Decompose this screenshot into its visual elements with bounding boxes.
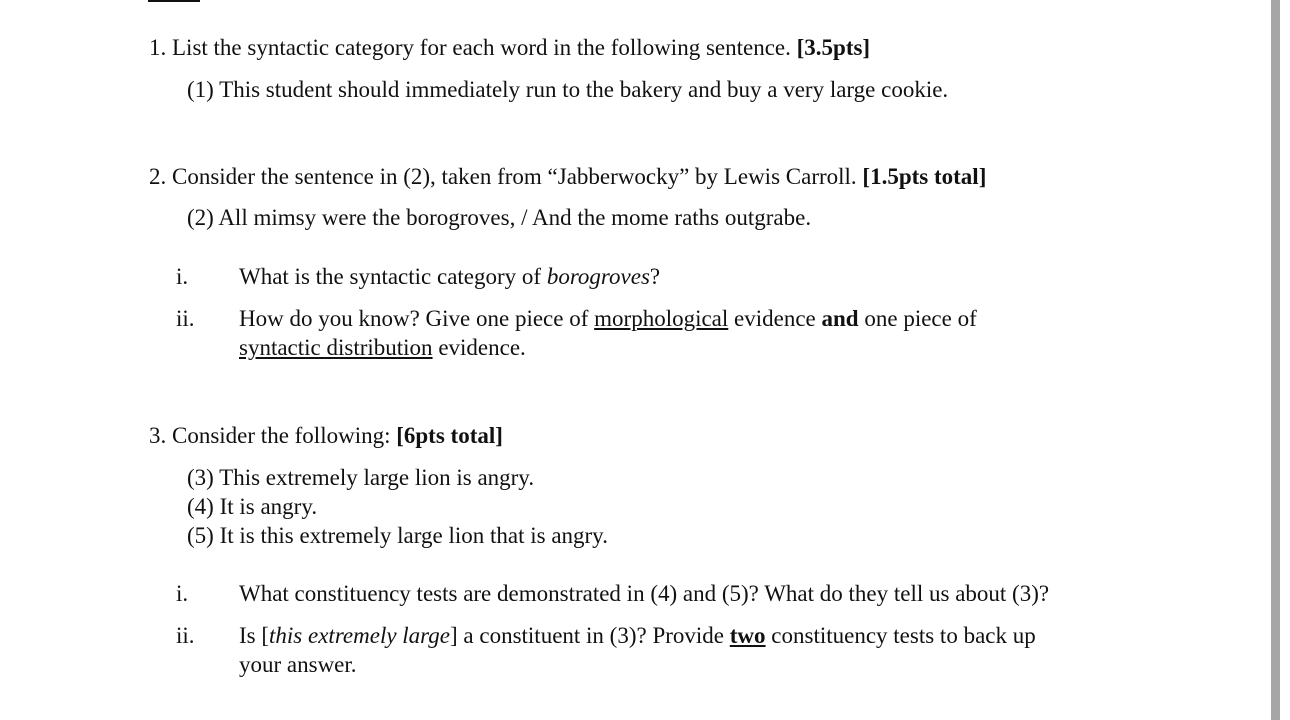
example-1-label: (1) xyxy=(187,77,214,102)
q3-item-2-text-line1 xyxy=(239,622,1036,650)
q3-item-1-text: What constituency tests are demonstrated in (4) and (5)? What do they tell us about (3)? xyxy=(239,581,1050,606)
q2-item-2-underline-morphological: morphological xyxy=(594,306,729,331)
q3-item-2-text-line2: your answer. xyxy=(239,652,357,677)
q3-item-2-post: constituency tests to back up xyxy=(771,623,1036,648)
q2-item-1-text xyxy=(239,263,660,291)
example-5-sentence: It is this extremely large lion that is angry. xyxy=(219,523,608,548)
q2-item-1-post: ? xyxy=(649,264,661,289)
q3-item-2-mid: ] a constituent in (3)? Provide xyxy=(450,623,725,648)
q2-item-1-italic: borogroves xyxy=(546,264,650,289)
question-2-prompt xyxy=(149,163,986,191)
q2-item-2-post: evidence. xyxy=(438,335,526,360)
q3-item-2-bold-underline-two: two xyxy=(729,623,766,648)
question-2-text: Consider the sentence in (2), taken from “Jabberwocky” by Lewis Carroll. xyxy=(172,164,857,189)
q2-item-1-pre: What is the syntactic category of xyxy=(239,264,542,289)
q3-item-2-pre: Is [ xyxy=(239,623,270,648)
example-2 xyxy=(187,204,811,232)
q2-item-2-bold-and: and xyxy=(821,306,859,331)
example-1-sentence: This student should immediately run to the bakery and buy a very large cookie. xyxy=(219,77,949,102)
q2-item-2-mid2: one piece of xyxy=(864,306,977,331)
q2-item-2-underline-syntactic: syntactic distribution xyxy=(239,335,433,360)
question-1-text: List the syntactic category for each word in the following sentence. xyxy=(172,35,791,60)
question-2-number: 2. xyxy=(149,164,167,189)
question-1-number: 1. xyxy=(149,35,167,60)
question-2-points: [1.5pts total] xyxy=(862,164,987,189)
question-3-prompt xyxy=(149,422,503,450)
example-4 xyxy=(187,493,317,521)
example-3-label: (3) xyxy=(187,465,214,490)
cropped-header-underline xyxy=(148,0,200,2)
q2-item-2-pre: How do you know? Give one piece of xyxy=(239,306,589,331)
question-3-number: 3. xyxy=(149,423,167,448)
example-3 xyxy=(187,464,534,492)
example-4-sentence: It is angry. xyxy=(219,494,318,519)
q2-item-2-number: ii. xyxy=(176,306,195,331)
example-1 xyxy=(187,76,948,104)
q3-item-2-italic: this extremely large xyxy=(269,623,450,648)
example-5 xyxy=(187,522,608,550)
example-4-label: (4) xyxy=(187,494,214,519)
example-3-sentence: This extremely large lion is angry. xyxy=(219,465,535,490)
question-1-points: [3.5pts] xyxy=(796,35,871,60)
question-3-text: Consider the following: xyxy=(172,423,391,448)
q2-item-2-text-line1 xyxy=(239,305,977,333)
q2-item-2-text-line2 xyxy=(239,334,526,362)
q3-item-1-number: i. xyxy=(176,581,189,606)
q3-item-2-number: ii. xyxy=(176,623,195,648)
example-5-label: (5) xyxy=(187,523,214,548)
q2-item-1-number: i. xyxy=(176,264,189,289)
vertical-scrollbar[interactable] xyxy=(1271,0,1280,720)
q2-item-2-mid1: evidence xyxy=(734,306,816,331)
example-2-label: (2) xyxy=(187,205,214,230)
example-2-sentence: All mimsy were the borogroves, / And the mome raths outgrabe. xyxy=(218,205,812,230)
question-3-points: [6pts total] xyxy=(396,423,503,448)
question-1-prompt xyxy=(149,34,870,62)
